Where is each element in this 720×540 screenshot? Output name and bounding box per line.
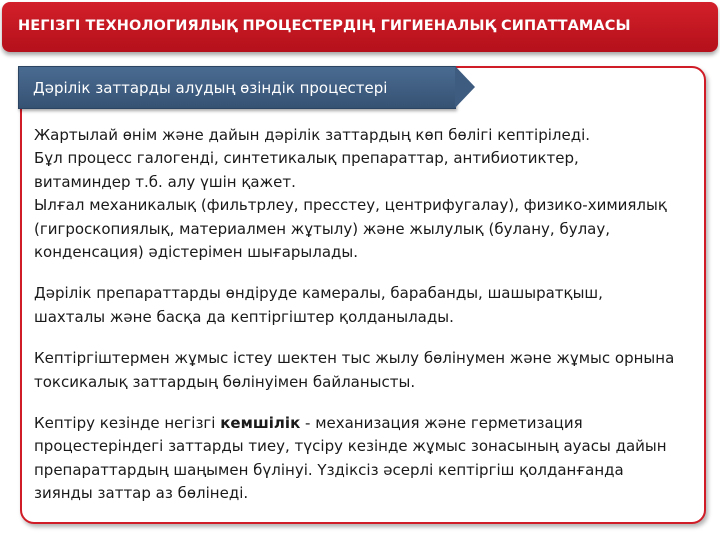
- text-line: Кептіргіштермен жұмыс істеу шектен тыс жылу бөлінумен және жұмыс орнына: [34, 349, 675, 368]
- paragraph-heat: [34, 347, 696, 394]
- text-line: Ылғал механикалық (фильтрлеу, пресстеу, центрифугалау), физико-химиялық: [34, 196, 667, 215]
- paragraph-dryers: [34, 282, 696, 329]
- section-tag-label: Дәрілік заттарды алудың өзіндік процестері: [33, 79, 388, 97]
- text-line: процестеріндегі заттарды тиеу, түсіру кезінде жұмыс зонасының ауасы дайын: [34, 437, 667, 456]
- title-bar: [2, 2, 718, 52]
- text-line: (гигроскопиялық, материалмен жұтылу) және жылулық (булану, булау,: [34, 219, 611, 238]
- text-line: зиянды заттар аз бөлінеді.: [34, 484, 249, 503]
- bold-keyword: кемшілік: [220, 414, 301, 433]
- section-tag: [18, 66, 456, 109]
- page-title: НЕГІЗГІ ТЕХНОЛОГИЯЛЫҚ ПРОЦЕСТЕРДІҢ ГИГИЕНАЛЫҚ СИПАТТАМАСЫ: [18, 18, 631, 34]
- paragraph-drawback: [34, 412, 696, 506]
- text-line: Жартылай өнім және дайын дәрілік заттардың көп бөлігі кептіріледі.: [34, 126, 591, 144]
- text-line: Бұл процесс галогенді, синтетикалық препараттар, антибиотиктер,: [34, 149, 579, 168]
- paragraph-drying: [34, 124, 696, 264]
- text-line: шахталы және басқа да кептіргіштер қолданылады.: [34, 307, 454, 326]
- text-line: [34, 412, 696, 435]
- text-line: Дәрілік препараттарды өндіруде камералы, барабанды, шашыратқыш,: [34, 284, 603, 303]
- text-segment: - механизация және герметизация: [300, 414, 583, 433]
- text-line: препараттардың шаңымен бүлінуі. Үздіксіз әсерлі кептіргіш қолданғанда: [34, 460, 624, 479]
- body-text: [34, 124, 696, 506]
- text-line: конденсация) әдістерімен шығарылады.: [34, 243, 359, 262]
- text-line: токсикалық заттардың бөлінуімен байланысты.: [34, 372, 416, 391]
- text-segment: Кептіру кезінде негізгі: [34, 414, 221, 433]
- text-line: витаминдер т.б. алу үшін қажет.: [34, 172, 296, 191]
